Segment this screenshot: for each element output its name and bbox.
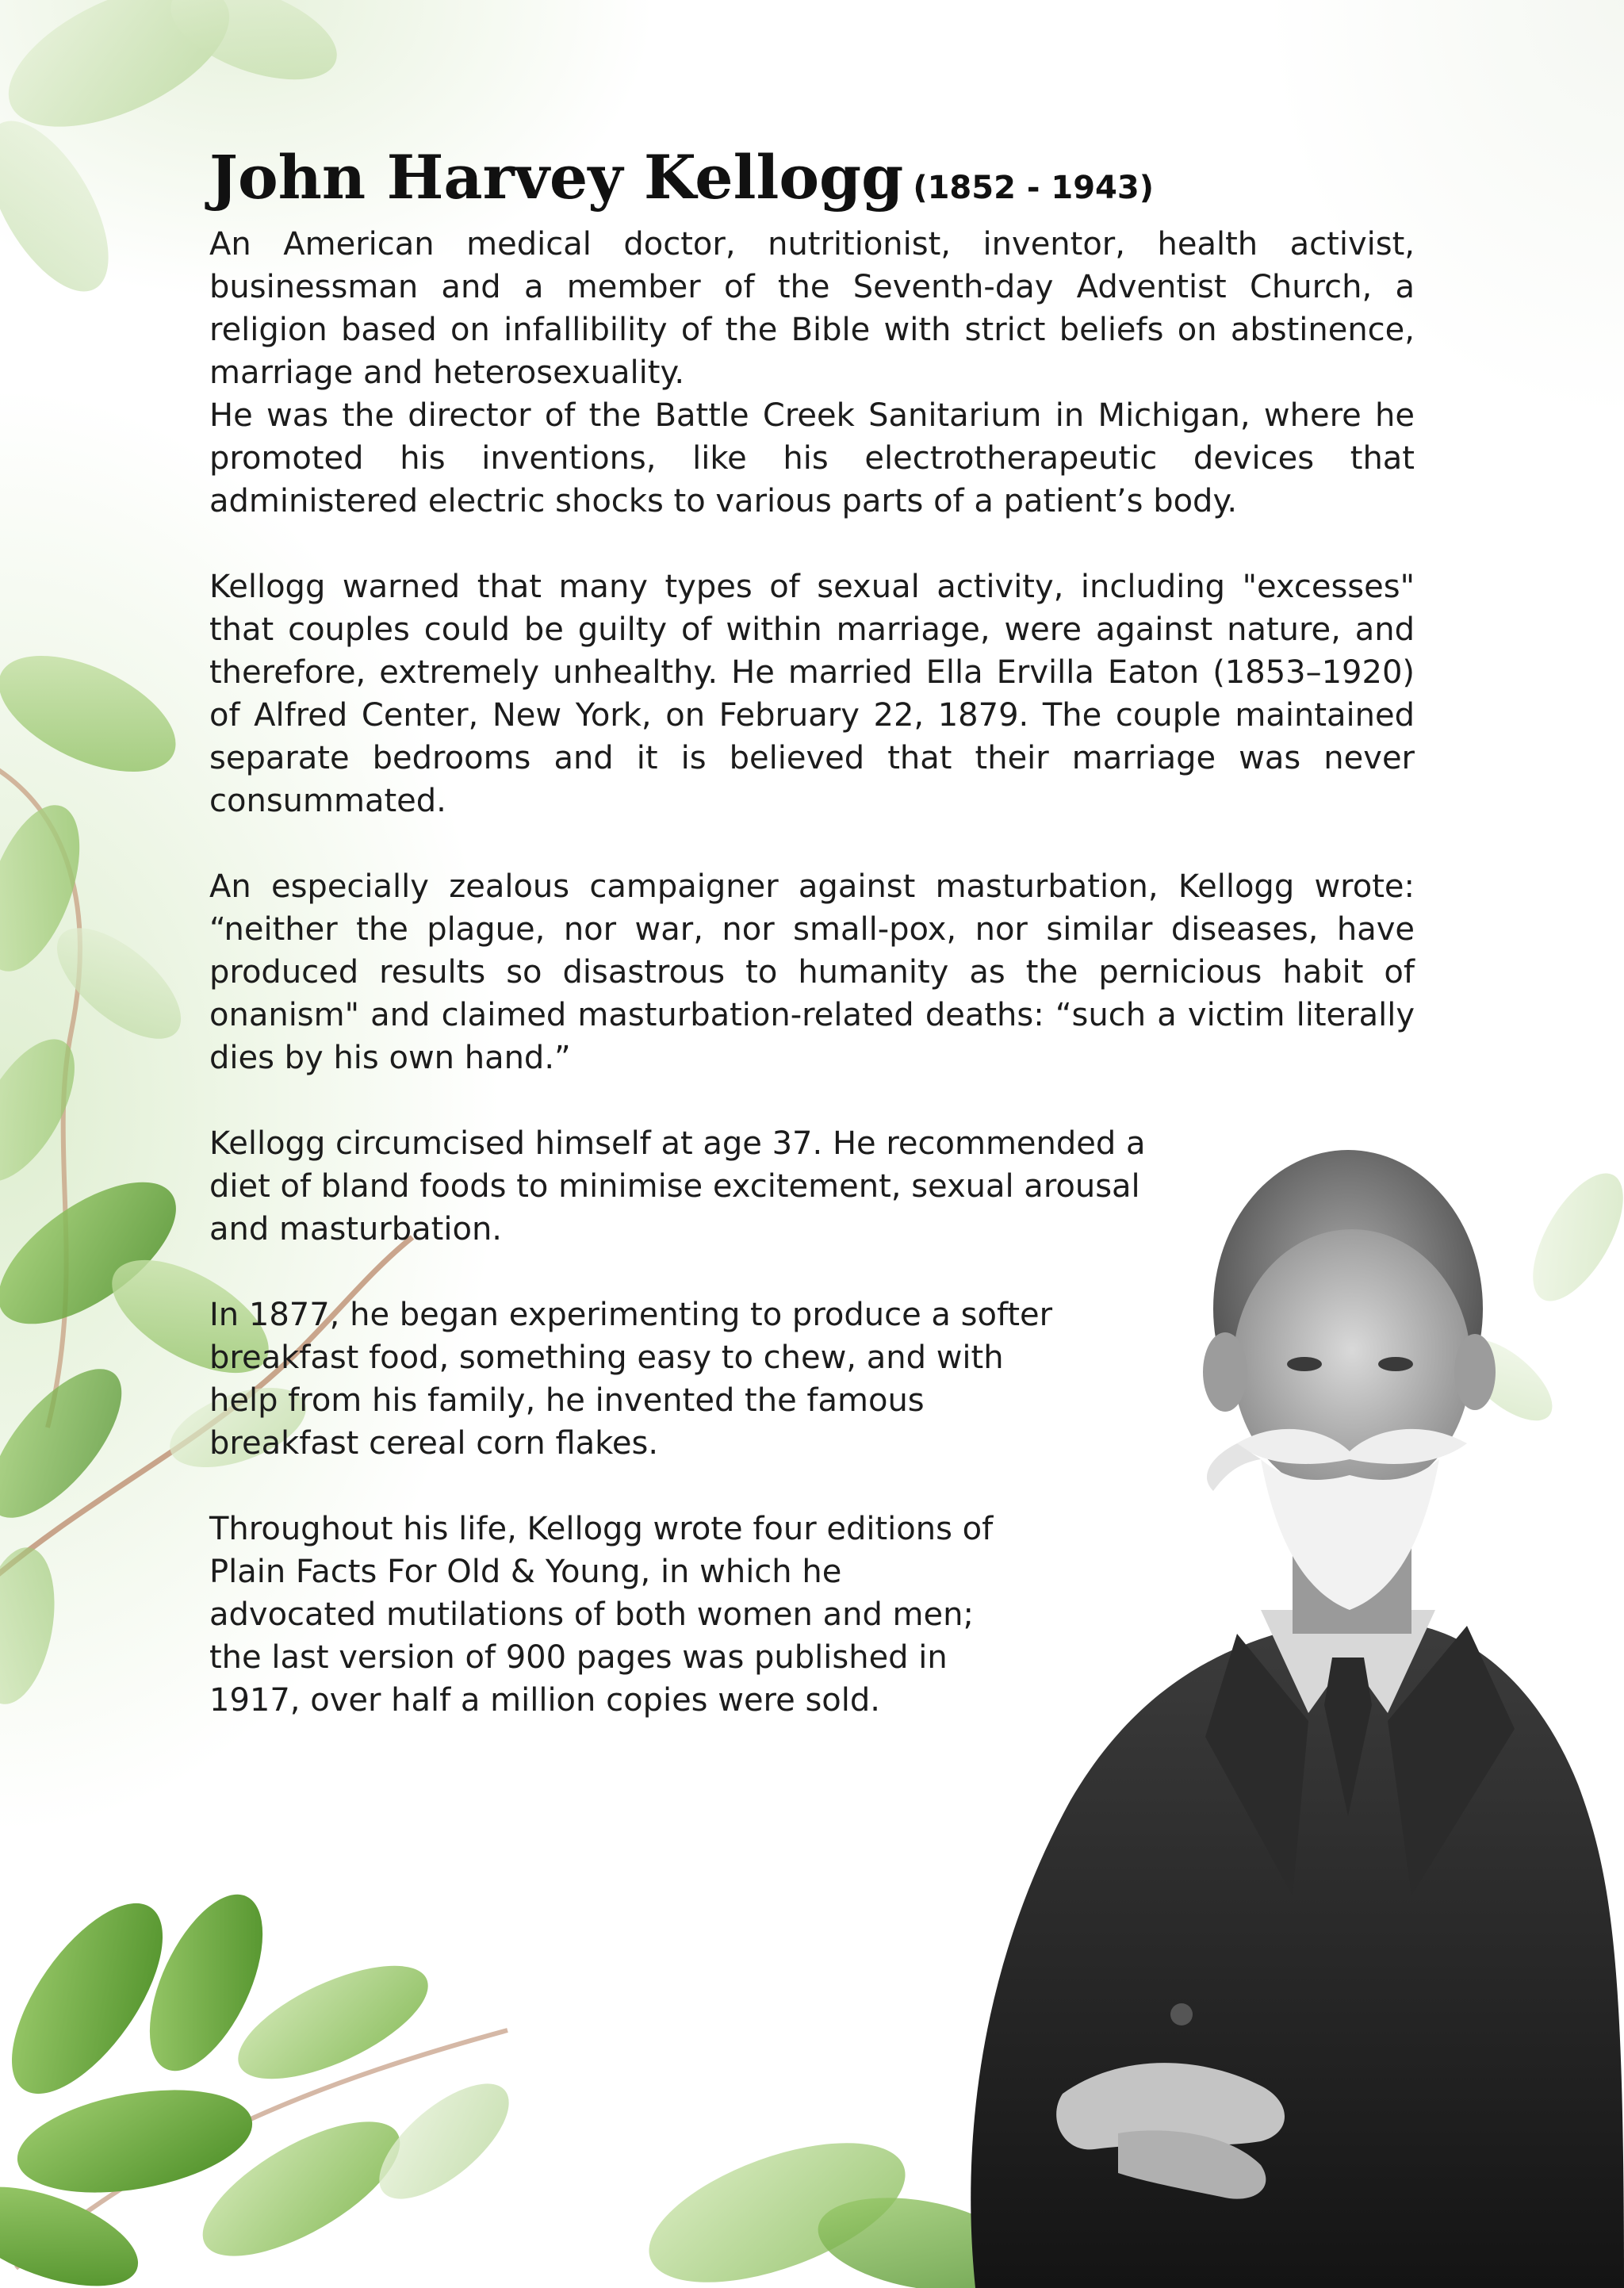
bio-paragraph-4: An especially zealous campaigner against masturbation, Kellogg wrote: “neither the plague, nor war, nor small-pox, nor similar diseases, have produced results so disastrous to humanity as the pernicious habit of onanism" and claimed masturbation-related deaths: “such a victim literally dies by his own hand.”: [209, 868, 1415, 1077]
page-title: [209, 143, 1415, 212]
bio-paragraph-6: In 1877, he began experimenting to produce a softer breakfast food, something easy to chew, and with help from his family, he invented the famous breakfast cereal corn flakes.: [209, 1297, 1053, 1462]
bio-paragraph-2: He was the director of the Battle Creek Sanitarium in Michigan, where he promoted his inventions, like his electrotherapeutic devices that administered electric shocks to various parts of a patient’s body.: [209, 397, 1415, 520]
article: [209, 143, 1415, 1722]
bio-paragraph-7: Throughout his life, Kellogg wrote four editions of Plain Facts For Old & Young, in which he advocated mutilations of both women and men; the last version of 900 pages was published in 1917, over half a million copies were sold.: [209, 1511, 994, 1719]
bio-paragraph-3: Kellogg warned that many types of sexual activity, including "excesses" that couples could be guilty of within marriage, were against nature, and therefore, extremely unhealthy. He married Ella Ervilla Eaton (1853–1920) of Alfred Center, New York, on February 22, 1879. The couple maintained separate bedrooms and it is believed that their marriage was never consummated.: [209, 569, 1415, 820]
person-name: John Harvey Kellogg: [209, 142, 904, 213]
bio-paragraph-1: An American medical doctor, nutritionist, inventor, health activist, businessman and a member of the Seventh-day Adventist Church, a religion based on infallibility of the Bible with strict beliefs on abstinence, marriage and heterosexuality.: [209, 226, 1415, 392]
bio-paragraph-5: Kellogg circumcised himself at age 37. He recommended a diet of bland foods to minimise excitement, sexual arousal and masturbation.: [209, 1125, 1146, 1248]
life-dates: (1852 - 1943): [913, 170, 1154, 206]
